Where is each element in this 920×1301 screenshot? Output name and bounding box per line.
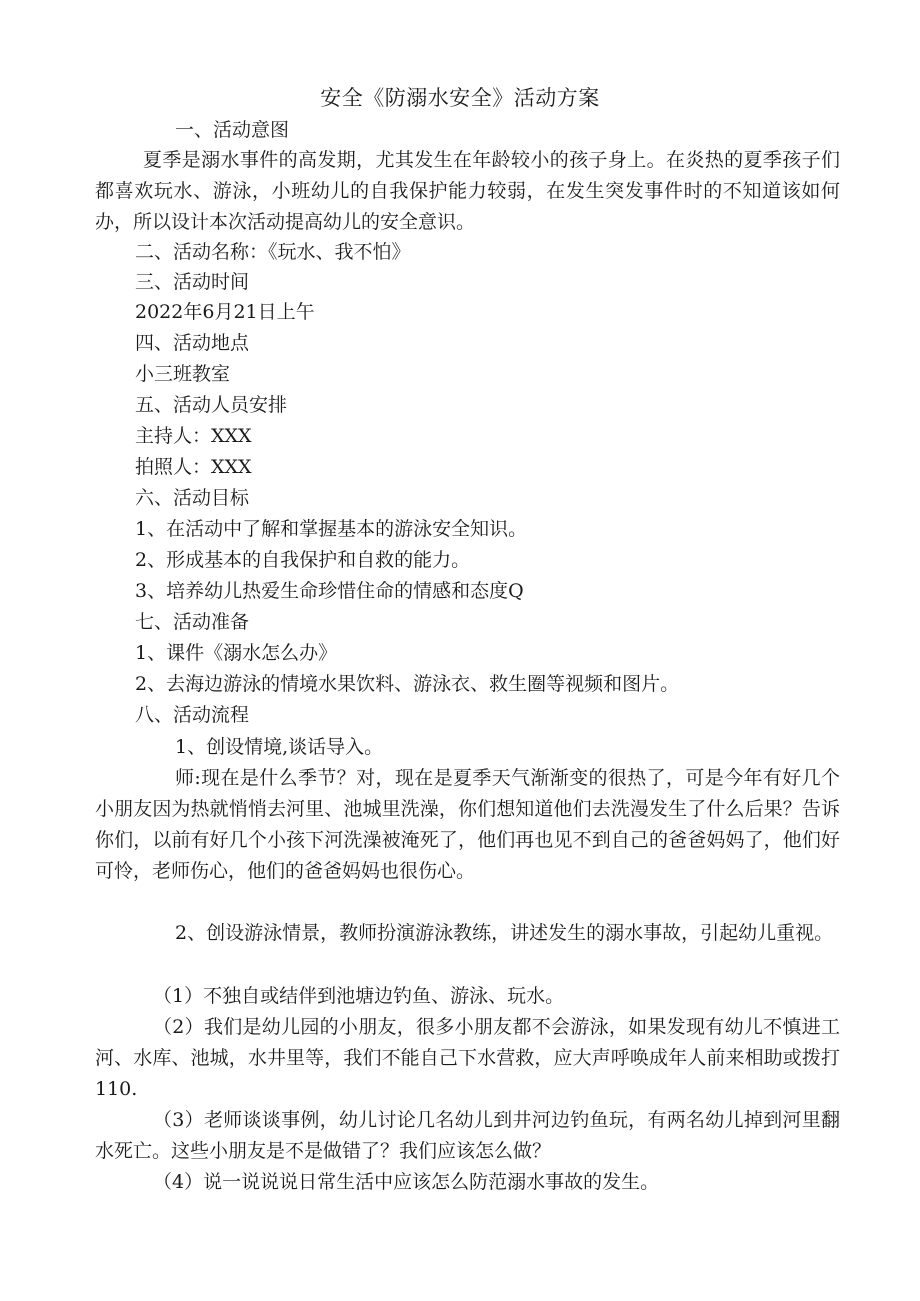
goal-item: 1、在活动中了解和掌握基本的游泳安全知识。 bbox=[135, 518, 528, 540]
goal-item: 2、形成基本的自我保护和自救的能力。 bbox=[135, 549, 471, 571]
section-heading-goals: 六、活动目标 bbox=[135, 487, 250, 509]
activity-time: 2022年6月21日上午 bbox=[135, 301, 315, 323]
intent-paragraph: 夏季是溺水事件的高发期，尤其发生在年龄较小的孩子身上。在炎热的夏季孩子们都喜欢玩水、游泳，小班幼儿的自我保护能力较弱，在发生突发事件时的不知道该如何办，所以设计本次活动提高幼儿的安全意识。 bbox=[95, 149, 840, 233]
process-sub-item-1: （1）不独自或结伴到池塘边钓鱼、游泳、玩水。 bbox=[153, 985, 565, 1007]
preparation-item: 2、去海边游泳的情境水果饮料、游泳衣、救生圈等视频和图片。 bbox=[135, 673, 680, 695]
section-heading-process: 八、活动流程 bbox=[135, 704, 250, 726]
process-step-1-text: 师:现在是什么季节？对，现在是夏季天气渐渐变的很热了，可是今年有好几个小朋友因为热就悄悄去河里、池城里洗澡，你们想知道他们去洗漫发生了什么后果？告诉你们，以前有好几个小孩下河洗澡被淹死了，他们再也见不到自己的爸爸妈妈了，他们好可怜，老师伤心，他们的爸爸妈妈也很伤心。 bbox=[95, 767, 840, 882]
section-heading-staff: 五、活动人员安排 bbox=[135, 394, 288, 416]
staff-photographer: 拍照人：XXX bbox=[135, 456, 252, 478]
process-sub-item-4: （4）说一说说说日常生活中应该怎么防范溺水事故的发生。 bbox=[153, 1171, 660, 1193]
process-sub-item-2: （2）我们是幼儿园的小朋友，很多小朋友都不会游泳，如果发现有幼儿不慎进工河、水库、池城，水井里等，我们不能自己下水营救，应大声呼唤成年人前来相助或拨打110. bbox=[95, 1016, 840, 1100]
activity-place: 小三班教室 bbox=[135, 363, 231, 385]
process-step-1-heading: 1、创设情境,谈话导入。 bbox=[175, 736, 384, 758]
staff-host: 主持人：XXX bbox=[135, 425, 252, 447]
section-heading-intent: 一、活动意图 bbox=[175, 119, 290, 141]
section-heading-preparation: 七、活动准备 bbox=[135, 611, 250, 633]
section-heading-name: 二、活动名称：《玩水、我不怕》 bbox=[135, 241, 411, 263]
process-step-2-text: 2、创设游泳情景，教师扮演游泳教练，讲述发生的溺水事故，引起幼儿重视。 bbox=[175, 922, 834, 944]
section-heading-place: 四、活动地点 bbox=[135, 332, 250, 354]
goal-item: 3、培养幼儿热爱生命珍惜住命的情感和态度Q bbox=[135, 580, 524, 602]
preparation-item: 1、课件《溺水怎么办》 bbox=[135, 642, 338, 664]
document-title: 安全《防溺水安全》活动方案 bbox=[320, 86, 600, 110]
process-sub-item-3: （3）老师谈谈事例，幼儿讨论几名幼儿到井河边钓鱼玩，有两名幼儿掉到河里翻水死亡。这些小朋友是不是做错了？我们应该怎么做？ bbox=[95, 1109, 840, 1162]
section-heading-time: 三、活动时间 bbox=[135, 271, 250, 293]
